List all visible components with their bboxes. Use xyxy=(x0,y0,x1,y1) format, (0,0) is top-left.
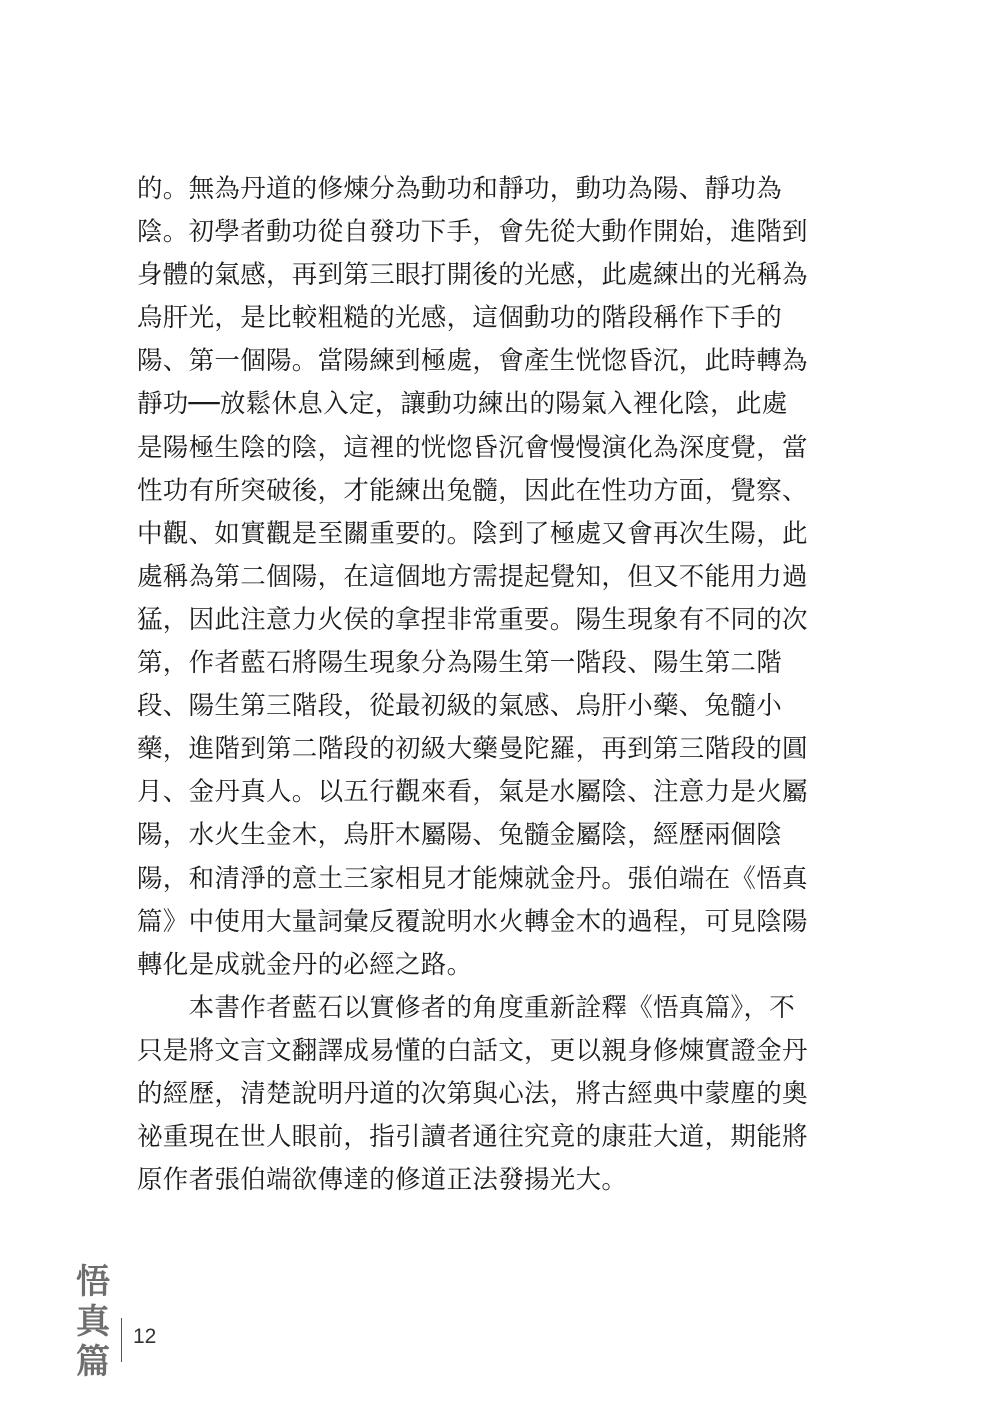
text-line: 中觀、如實觀是至關重要的。陰到了極處又會再次生陽，此 xyxy=(137,518,808,549)
book-title-char: 悟 xyxy=(76,1262,110,1302)
text-line: 月、金丹真人。以五行觀來看，氣是水屬陰、注意力是火屬 xyxy=(137,777,808,808)
text-line: 的。無為丹道的修煉分為動功和靜功，動功為陽、靜功為 xyxy=(137,174,783,204)
text-line: 猛，因此注意力火侯的拿捏非常重要。陽生現象有不同的次 xyxy=(137,604,808,635)
text-line: 藥，進階到第二階段的初級大藥曼陀羅，再到第三階段的圓 xyxy=(137,734,808,765)
book-title-char: 篇 xyxy=(76,1342,110,1382)
text-line: 性功有所突破後，才能練出兔髓，因此在性功方面，覺察、 xyxy=(137,475,808,506)
text-line: 原作者張伯端欲傳達的修道正法發揚光大。 xyxy=(137,1165,628,1196)
text-line: 第，作者藍石將陽生現象分為陽生第一階段、陽生第二階 xyxy=(137,648,783,679)
page-number: 12 xyxy=(133,1325,157,1348)
text-line: 陽，和清淨的意土三家相見才能煉就金丹。張伯端在《悟真 xyxy=(137,863,808,894)
text-line: 身體的氣感，再到第三眼打開後的光感，此處練出的光稱為 xyxy=(137,260,808,291)
text-line: 篇》中使用大量詞彙反覆說明水火轉金木的過程，可見陰陽 xyxy=(137,906,808,937)
body-text xyxy=(137,168,827,1202)
text-line: 烏肝光，是比較粗糙的光感，這個動功的階段稱作下手的 xyxy=(137,303,783,334)
text-line: 處稱為第二個陽，在這個地方需提起覺知，但又不能用力過 xyxy=(137,561,808,592)
text-line: 的經歷，清楚說明丹道的次第與心法，將古經典中蒙塵的奧 xyxy=(137,1078,808,1109)
text-line: 靜功──放鬆休息入定，讓動功練出的陽氣入裡化陰，此處 xyxy=(137,389,788,420)
text-line: 陽，水火生金木，烏肝木屬陽、兔髓金屬陰，經歷兩個陰 xyxy=(137,820,783,851)
footer-divider xyxy=(121,1318,122,1362)
text-line: 陰。初學者動功從自發功下手，會先從大動作開始，進階到 xyxy=(137,217,808,248)
text-line: 本書作者藍石以實修者的角度重新詮釋《悟真篇》，不 xyxy=(137,992,796,1023)
text-line: 轉化是成就金丹的必經之路。 xyxy=(137,949,473,980)
book-title-vertical xyxy=(68,1262,118,1382)
text-line: 是陽極生陰的陰，這裡的恍惚昏沉會慢慢演化為深度覺，當 xyxy=(137,432,808,463)
text-line: 段、陽生第三階段，從最初級的氣感、烏肝小藥、兔髓小 xyxy=(137,691,783,722)
text-line: 祕重現在世人眼前，指引讀者通往究竟的康莊大道，期能將 xyxy=(137,1122,808,1153)
text-line: 陽、第一個陽。當陽練到極處，會產生恍惚昏沉，此時轉為 xyxy=(137,346,808,377)
text-line: 只是將文言文翻譯成易懂的白話文，更以親身修煉實證金丹 xyxy=(137,1035,808,1066)
book-title-char: 真 xyxy=(76,1302,110,1342)
